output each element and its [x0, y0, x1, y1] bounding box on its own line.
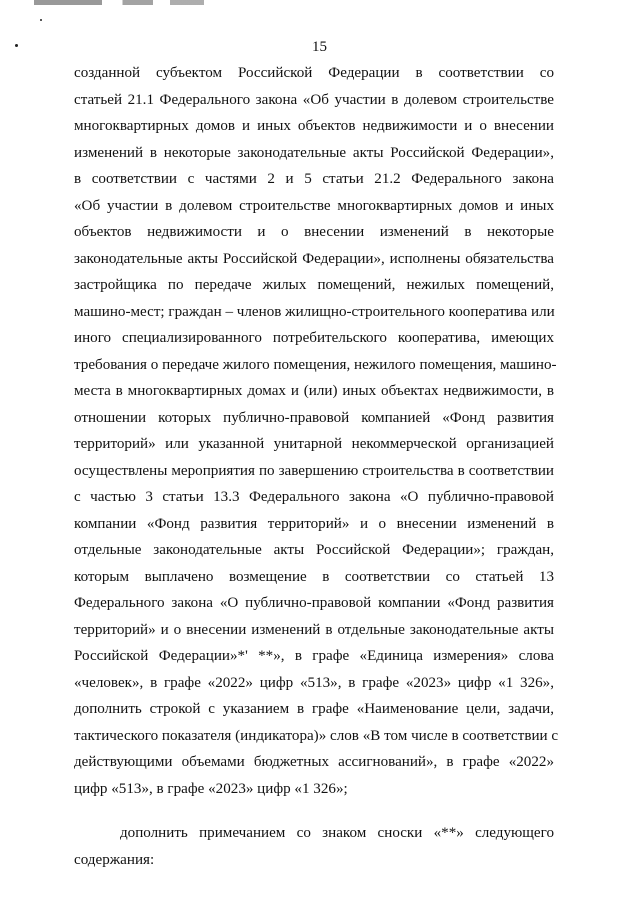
body-line: отношении которых публично-правовой компанией «Фонд развития — [74, 409, 554, 426]
body-line: машино-мест; граждан – членов жилищно-строительного кооператива или — [74, 303, 555, 320]
body-line: в соответствии с частями 2 и 5 статьи 21.2 Федерального закона — [74, 171, 554, 187]
body-line: территорий» и о внесении изменений в отдельные законодательные акты — [74, 621, 554, 638]
body-line: статьей 21.1 Федерального закона «Об участии в долевом строительстве — [74, 91, 554, 108]
body-line: территорий» или указанной унитарной некоммерческой организацией — [74, 436, 554, 452]
body-line: объектов недвижимости и о внесении изменений в некоторые — [74, 224, 554, 240]
scan-edge-artifact — [34, 0, 204, 5]
body-line: места в многоквартирных домах и (или) иных объектах недвижимости, в — [74, 383, 554, 399]
scan-speck — [40, 19, 42, 21]
body-line: осуществлены мероприятия по завершению строительства в соответствии — [74, 462, 554, 479]
body-line: отдельные законодательные акты Российской Федерации»; граждан, — [74, 542, 554, 558]
body-line: «Об участии в долевом строительстве многоквартирных домов и иных — [74, 197, 554, 214]
body-line: которым выплачено возмещение в соответствии со статьей 13 — [74, 568, 554, 585]
body-line: «человек», в графе «2022» цифр «513», в графе «2023» цифр «1 326», — [74, 674, 554, 691]
page-number: 15 — [312, 39, 327, 55]
body-line: тактического показателя (индикатора)» слов «В том числе в соответствии с — [74, 727, 559, 744]
body-line: компании «Фонд развития территорий» и о внесении изменений в — [74, 515, 554, 532]
body-line: дополнить строкой с указанием в графе «Наименование цели, задачи, — [74, 701, 554, 717]
body-line: Федерального закона «О публично-правовой компании «Фонд развития — [74, 595, 554, 611]
body-line: законодательные акты Российской Федерации», исполнены обязательства — [74, 250, 554, 267]
body-line: изменений в некоторые законодательные акты Российской Федерации», — [74, 144, 554, 161]
body-line: цифр «513», в графе «2023» цифр «1 326»; — [74, 780, 348, 797]
body-line: содержания: — [74, 851, 155, 868]
body-line: требования о передаче жилого помещения, нежилого помещения, машино- — [74, 356, 557, 373]
body-line: иного специализированного потребительского кооператива, имеющих — [74, 330, 554, 346]
body-line: действующими объемами бюджетных ассигнований», в графе «2022» — [74, 754, 554, 770]
body-line: дополнить примечанием со знаком сноски «**» следующего — [120, 825, 554, 841]
document-body — [74, 60, 559, 873]
body-line: с частью 3 статьи 13.3 Федерального закона «О публично-правовой — [74, 489, 554, 505]
body-line: застройщика по передаче жилых помещений, нежилых помещений, — [74, 277, 554, 293]
body-line: Российской Федерации»*' **», в графе «Единица измерения» слова — [74, 648, 554, 664]
body-line: созданной субъектом Российской Федерации в соответствии со — [74, 65, 554, 81]
body-line: многоквартирных домов и иных объектов недвижимости и о внесении — [74, 118, 554, 134]
